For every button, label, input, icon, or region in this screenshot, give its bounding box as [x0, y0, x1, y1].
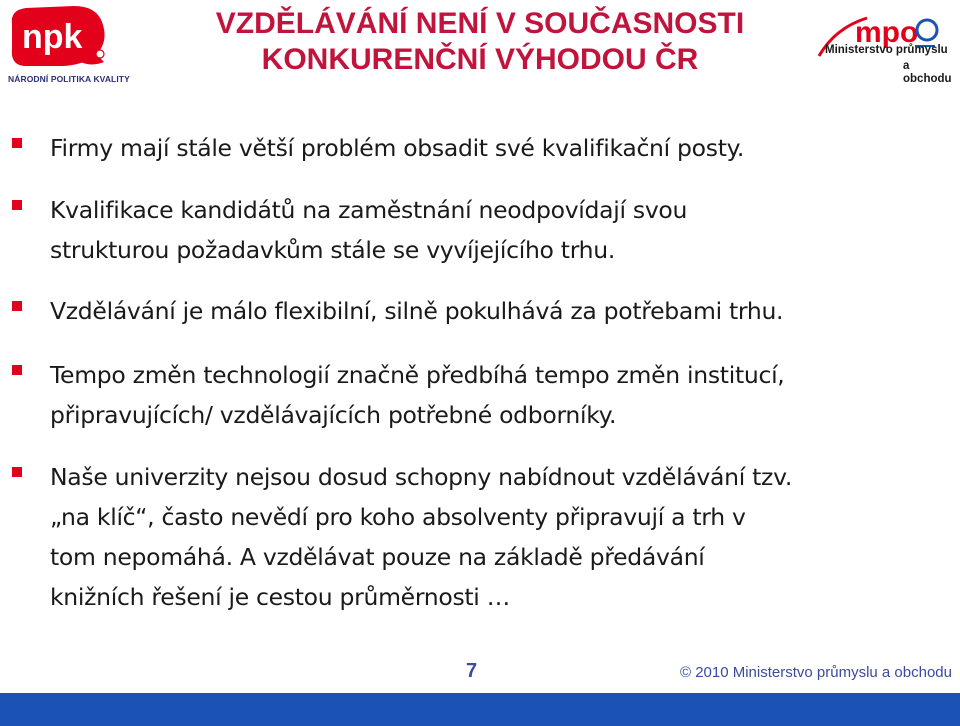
npk-logo-wordmark: npk: [22, 18, 83, 56]
bullet-line: Tempo změn technologií značně předbíhá tempo změn institucí,: [50, 361, 785, 389]
bullet-line: Kvalifikace kandidátů na zaměstnání neodpovídají svou: [50, 196, 688, 224]
bullet-line: Vzdělávání je málo flexibilní, silně pokulhává za potřebami trhu.: [50, 297, 784, 325]
bullet-line: „na klíč“, často nevědí pro koho absolventy připravují a trh v: [50, 503, 746, 531]
bullet-marker-icon: [12, 467, 22, 477]
bullet-text: [50, 291, 950, 331]
title-line-1: VZDĚLÁVÁNÍ NENÍ V SOUČASNOSTI: [215, 7, 745, 40]
page-title: [120, 6, 840, 78]
bullet-line: knižních řešení je cestou průměrnosti …: [50, 583, 510, 611]
npk-logo: [4, 4, 130, 84]
footer-bar: [0, 693, 960, 726]
bullet-marker-icon: [12, 301, 22, 311]
page-number: 7: [466, 660, 478, 682]
bullet-text: [50, 190, 950, 270]
title-line-2: KONKURENČNÍ VÝHODOU ČR: [261, 43, 699, 76]
bullet-line: strukturou požadavkům stále se vyvíjejícího trhu.: [50, 236, 616, 264]
copyright-notice: © 2010 Ministerstvo průmyslu a obchodu: [679, 664, 952, 681]
npk-logo-caption: NÁRODNÍ POLITIKA KVALITY: [8, 74, 130, 84]
bullet-marker-icon: [12, 138, 22, 148]
bullet-text: [50, 457, 950, 617]
mpo-logo-wordmark: mpo: [855, 16, 919, 49]
bullet-line: Firmy mají stále větší problém obsadit své kvalifikační posty.: [50, 134, 745, 162]
mpo-logo-line-2: a obchodu: [903, 60, 952, 85]
bullet-text: [50, 128, 950, 168]
bullet-line: Naše univerzity nejsou dosud schopny nabídnout vzdělávání tzv.: [50, 463, 793, 491]
bullet-marker-icon: [12, 200, 22, 210]
mpo-logo: [815, 8, 960, 85]
bullet-line: tom nepomáhá. A vzdělávat pouze na základě předávání: [50, 543, 705, 571]
bullet-line: připravujících/ vzdělávajících potřebné odborníky.: [50, 401, 617, 429]
bullet-text: [50, 355, 950, 435]
bullet-marker-icon: [12, 365, 22, 375]
mpo-logo-line-1: Ministerstvo průmyslu: [825, 44, 948, 56]
npk-logo-graphic: [4, 4, 114, 72]
